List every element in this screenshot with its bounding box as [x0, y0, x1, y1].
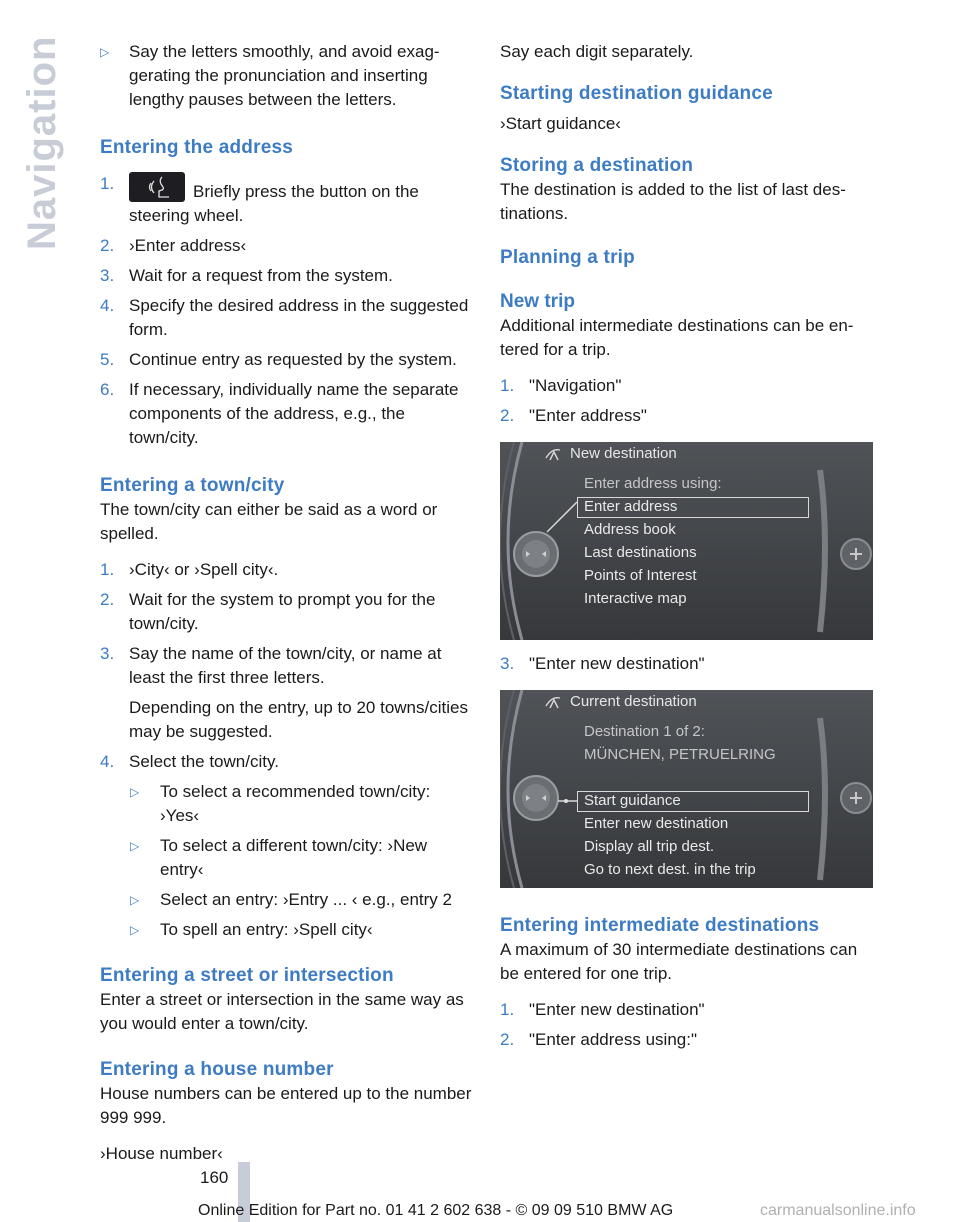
menu-item-interactive-map[interactable]: Interactive map — [584, 590, 687, 607]
heading-entering-street: Entering a street or intersection — [100, 965, 394, 986]
heading-entering-town: Entering a town/city — [100, 475, 285, 496]
page-number: 160 — [200, 1168, 229, 1187]
heading-intermediate: Entering intermediate destinations — [500, 915, 820, 936]
heading-entering-house: Entering a house number — [100, 1059, 334, 1080]
menu-item-display-all-trip-dest[interactable]: Display all trip dest. — [584, 838, 715, 855]
menu-item-address-book[interactable]: Address book — [584, 521, 676, 538]
new-trip-text: Additional intermediate destinations can be entered for a trip. — [500, 316, 854, 359]
screen-new-destination — [500, 442, 873, 640]
navigation-icon — [544, 446, 562, 462]
screen-title: New destination — [570, 445, 677, 462]
menu-item-last-destinations[interactable]: Last destinations — [584, 544, 697, 561]
triangle-bullet-icon: ▷ — [130, 923, 140, 937]
menu-item-enter-address[interactable]: Enter address — [584, 498, 678, 515]
voice-button-icon — [129, 172, 185, 202]
footer-edition: Online Edition for Part no. 01 41 2 602 638 - © 09 09 510 BMW AG — [198, 1202, 674, 1219]
list-item: 1. ›City‹ or ›Spell city‹. — [100, 560, 279, 579]
digit-text: Say each digit separately. — [500, 42, 694, 61]
menu-item: Enter address using: — [584, 475, 722, 492]
destination-address: MÜNCHEN, PETRUELRING — [584, 746, 776, 763]
triangle-bullet-icon: ▷ — [130, 893, 140, 907]
list-item: 1. "Navigation" — [500, 376, 622, 395]
triangle-bullet-icon: ▷ — [100, 45, 110, 59]
controller-graphic — [500, 690, 873, 888]
intro-bullets — [100, 40, 472, 112]
destination-count: Destination 1 of 2: — [584, 723, 705, 740]
heading-starting-guidance: Starting destination guidance — [500, 83, 773, 104]
triangle-bullet-icon: ▷ — [130, 839, 140, 853]
menu-item-start-guidance[interactable]: Start guidance — [584, 792, 681, 809]
list-item: 4. Specify the desired address in the suggested form. — [100, 296, 469, 339]
address-steps — [100, 172, 472, 450]
list-item: 6. If necessary, individually name the separate components of the address, e.g., the town/city. — [100, 380, 459, 447]
list-item: ▷ Select an entry: ›Entry ... ‹ e.g., entry 2 — [130, 888, 472, 912]
list-item: 2. "Enter address" — [500, 406, 647, 425]
list-item: 2. "Enter address using:" — [500, 1030, 697, 1049]
heading-new-trip: New trip — [500, 291, 575, 312]
heading-storing: Storing a destination — [500, 155, 694, 176]
list-item: Depending on the entry, up to 20 towns/cities may be suggested. — [129, 698, 468, 741]
list-item: 1. Briefly press the button on the steering wheel. — [100, 174, 419, 225]
watermark: carmanualsonline.info — [760, 1202, 916, 1219]
storing-text: The destination is added to the list of last destinations. — [500, 180, 846, 223]
trip-steps — [500, 374, 875, 428]
left-column — [100, 40, 472, 1166]
menu-item-enter-new-destination[interactable]: Enter new destination — [584, 815, 729, 832]
list-item: 2. Wait for the system to prompt you for the town/city. — [100, 590, 436, 633]
right-column — [500, 40, 875, 1052]
triangle-bullet-icon: ▷ — [130, 785, 140, 799]
list-item: 3. "Enter new destination" — [500, 654, 705, 673]
list-item: ▷ To spell an entry: ›Spell city‹ — [130, 918, 472, 942]
list-item: 1. "Enter new destination" — [500, 1000, 705, 1019]
controller-graphic — [500, 442, 873, 640]
navigation-icon — [544, 694, 562, 710]
intermediate-steps — [500, 998, 875, 1052]
screen-current-destination — [500, 690, 873, 888]
list-item: 2. ›Enter address‹ — [100, 236, 247, 255]
trip-steps-2 — [500, 652, 875, 676]
menu-item-go-to-next-dest[interactable]: Go to next dest. in the trip — [584, 861, 756, 878]
heading-planning: Planning a trip — [500, 247, 635, 268]
list-item: ▷ To select a different town/city: ›New entry‹ — [130, 836, 428, 879]
side-tab-label: Navigation — [20, 35, 64, 250]
side-tab — [20, 35, 64, 250]
house-command: ›House number‹ — [100, 1144, 223, 1163]
house-text: House numbers can be entered up to the number 999 999. — [100, 1084, 472, 1127]
street-text: Enter a street or intersection in the same way as you would enter a town/city. — [100, 990, 464, 1033]
list-item: 3. Wait for a request from the system. — [100, 266, 393, 285]
town-sub-bullets — [130, 780, 472, 942]
menu-item-points-of-interest[interactable]: Points of Interest — [584, 567, 697, 584]
town-intro: The town/city can either be said as a word or spelled. — [100, 500, 438, 543]
screen-title: Current destination — [570, 693, 697, 710]
list-item: ▷ To select a recommended town/city: ›Yes‹ — [130, 782, 431, 825]
list-item: 5. Continue entry as requested by the system. — [100, 350, 457, 369]
intermediate-text: A maximum of 30 intermediate destinations can be entered for one trip. — [500, 940, 858, 983]
list-item: ▷ Say the letters smoothly, and avoid exaggerating the pronunciation and inserting lengthy pauses between the letters. — [100, 42, 440, 109]
start-guidance-command: ›Start guidance‹ — [500, 114, 621, 133]
heading-entering-address: Entering the address — [100, 137, 293, 158]
town-steps — [100, 558, 472, 774]
list-item: 3. Say the name of the town/city, or name at least the first three letters. — [100, 644, 442, 687]
list-item: 4. Select the town/city. — [100, 752, 279, 771]
